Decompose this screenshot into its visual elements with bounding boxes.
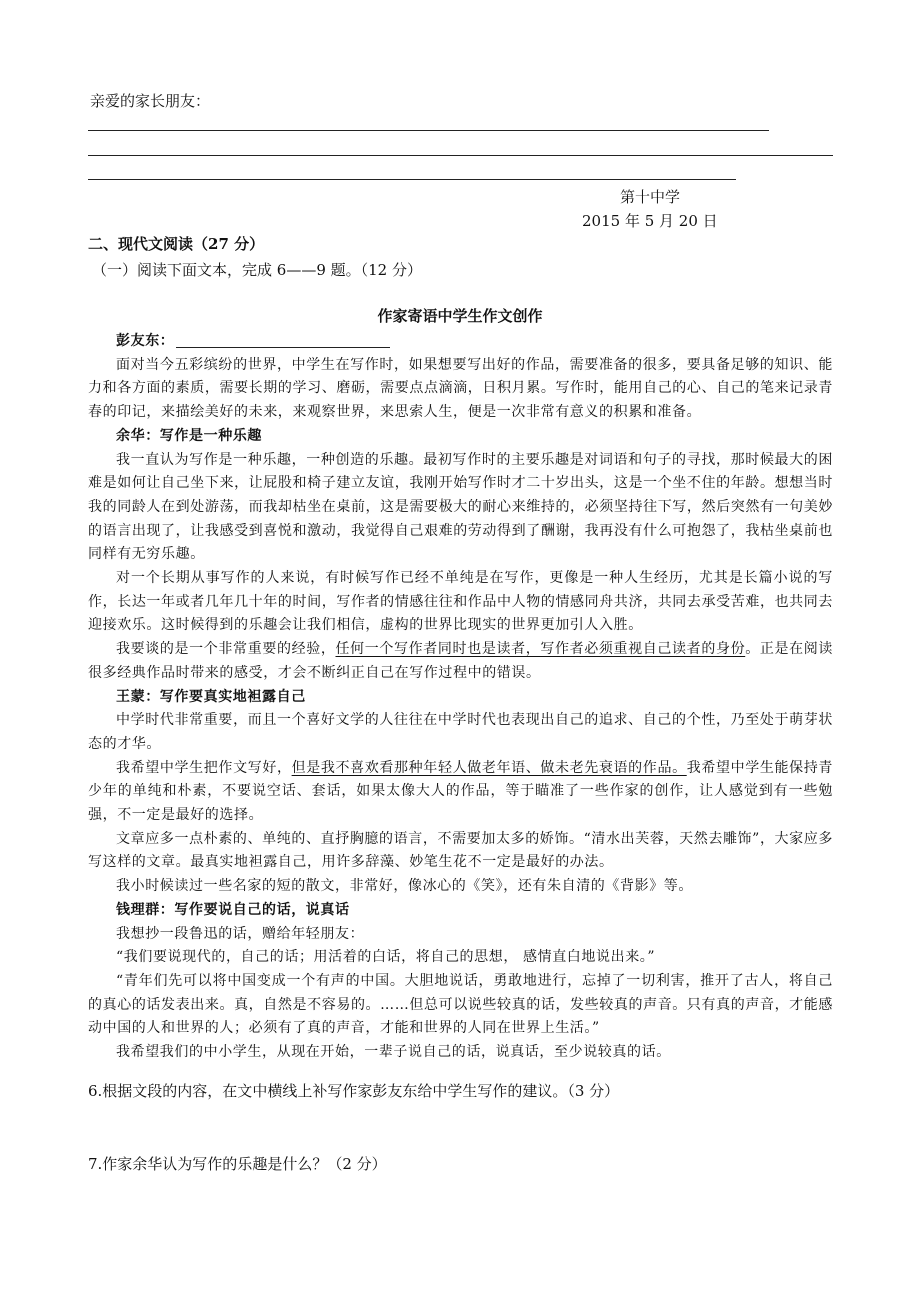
paragraph: 对一个长期从事写作的人来说，有时候写作已经不单纯是在写作，更像是一种人生经历，尤其是长篇小说的写作，长达一年或者几年几十年的时间，写作者的情感往往和作品中人物的情感同舟共济，共同去承受苦难，也共同去迎接欢乐。这时候得到的乐趣会让我们相信，虚构的世界比现实的世界更加引人入胜。 (88, 570, 833, 634)
underlined-sentence: 但是我不喜欢看那种年轻人做老年语、做未老先衰语的作品。 (291, 759, 687, 776)
paragraph (88, 638, 833, 685)
text-span: 我要谈的是一个非常重要的经验， (116, 641, 336, 658)
paragraph: 我一直认为写作是一种乐趣，一种创造的乐趣。最初写作时的主要乐趣是对词语和句子的寻找，那时候最大的困难是如何让自己坐下来，让屁股和椅子建立友谊，我刚开始写作时才二十岁出头，这是一个坐不住的年龄。想想当时我的同龄人在到处游荡，而我却枯坐在桌前，这是需要极大的耐心来维持的，必须坚持往下写，然后突然有一句美妙的语言出现了，让我感受到喜悦和激动，我觉得自己艰难的劳动得到了酬谢，我再没有什么可抱怨了，我枯坐桌前也同样有无穷乐趣。 (88, 451, 833, 563)
article-title: 作家寄语中学生作文创作 (377, 307, 543, 325)
letter-school: 第十中学 (620, 188, 681, 206)
paragraph (88, 757, 833, 828)
answer-line-1 (88, 130, 769, 131)
paragraph: 文章应多一点朴素的、单纯的、直抒胸臆的语言，不需要加太多的娇饰。“清水出芙蓉，天然去雕饰”，大家应多写这样的文章。最真实地袒露自己，用许多辞藻、妙笔生花不一定是最好的办法。 (88, 830, 833, 871)
paragraph: 我想抄一段鲁迅的话，赠给年轻朋友： (116, 925, 365, 942)
fill-in-blank[interactable] (176, 333, 390, 348)
letter-greeting: 亲爱的家长朋友： (90, 92, 211, 110)
letter-date: 2015 年 5 月 20 日 (582, 212, 718, 230)
text-span: 我希望中学生能保持青少年的单纯和朴素，不要说空话、套话，如果太像大人的作品，等于瞄准了一些作家的创作，让人感觉到有一些勉强，不一定是最好的选择。 (88, 759, 834, 824)
section-subheading: （一）阅读下面文本，完成 6——9 题。（12 分） (92, 261, 422, 279)
underlined-sentence: 任何一个写作者同时也是读者，写作者必须重视自己读者的身份 (335, 641, 746, 658)
section-heading-yuhua: 余华：写作是一种乐趣 (116, 427, 262, 444)
author-name: 彭友东： (116, 333, 175, 349)
paragraph: 我小时候读过一些名家的短的散文，非常好，像冰心的《笑》，还有朱自清的《背影》等。 (116, 878, 693, 895)
paragraph: 面对当今五彩缤纷的世界，中学生在写作时，如果想要写出好的作品，需要准备的很多，要具备足够的知识、能力和各方面的素质，需要长期的学习、磨砺，需要点点滴滴，日积月累。写作时，能用自己的心、自己的笔来记录青春的印记，来描绘美好的未来，来观察世界，来思索人生，便是一次非常有意义的积累和准备。 (88, 356, 833, 421)
paragraph: 中学时代非常重要，而且一个喜好文学的人往往在中学时代也表现出自己的追求、自己的个性，乃至处于萌芽状态的才华。 (88, 712, 833, 752)
question-6: 6.根据文段的内容，在文中横线上补写作家彭友东给中学生写作的建议。（3 分） (88, 1082, 620, 1100)
quote-paragraph: “我们要说现代的，自己的话；用活着的白话，将自己的思想， 感情直白地说出来。” (116, 949, 656, 966)
section-heading-wangmeng: 王蒙：写作要真实地袒露自己 (116, 688, 306, 705)
article-body (88, 330, 833, 1065)
question-7: 7.作家余华认为写作的乐趣是什么？（2 分） (88, 1155, 387, 1173)
section-heading: 二、现代文阅读（27 分） (88, 235, 265, 253)
author-pengyoudong (88, 330, 833, 354)
text-span: 。正是在阅读很多经典作品时带来的感受，才会不断纠正自己在写作过程中的错误。 (88, 641, 833, 681)
paragraph: 我希望我们的中小学生，从现在开始，一辈子说自己的话，说真话，至少说较真的话。 (116, 1044, 671, 1061)
answer-line-3 (88, 179, 736, 180)
section-heading-qianliqun: 钱理群：写作要说自己的话，说真话 (116, 901, 350, 918)
answer-line-2 (88, 155, 833, 156)
quote-paragraph: “青年们先可以将中国变成一个有声的中国。大胆地说话，勇敢地进行，忘掉了一切利害，推开了古人，将自己的真心的话发表出来。真，自然是不容易的。……但总可以说些较真的话，发些较真的声音。只有真的声音，才能感动中国的人和世界的人；必须有了真的声音，才能和世界的人同在世界上生活。” (88, 972, 833, 1037)
text-span: 我希望中学生把作文写好， (116, 759, 292, 776)
